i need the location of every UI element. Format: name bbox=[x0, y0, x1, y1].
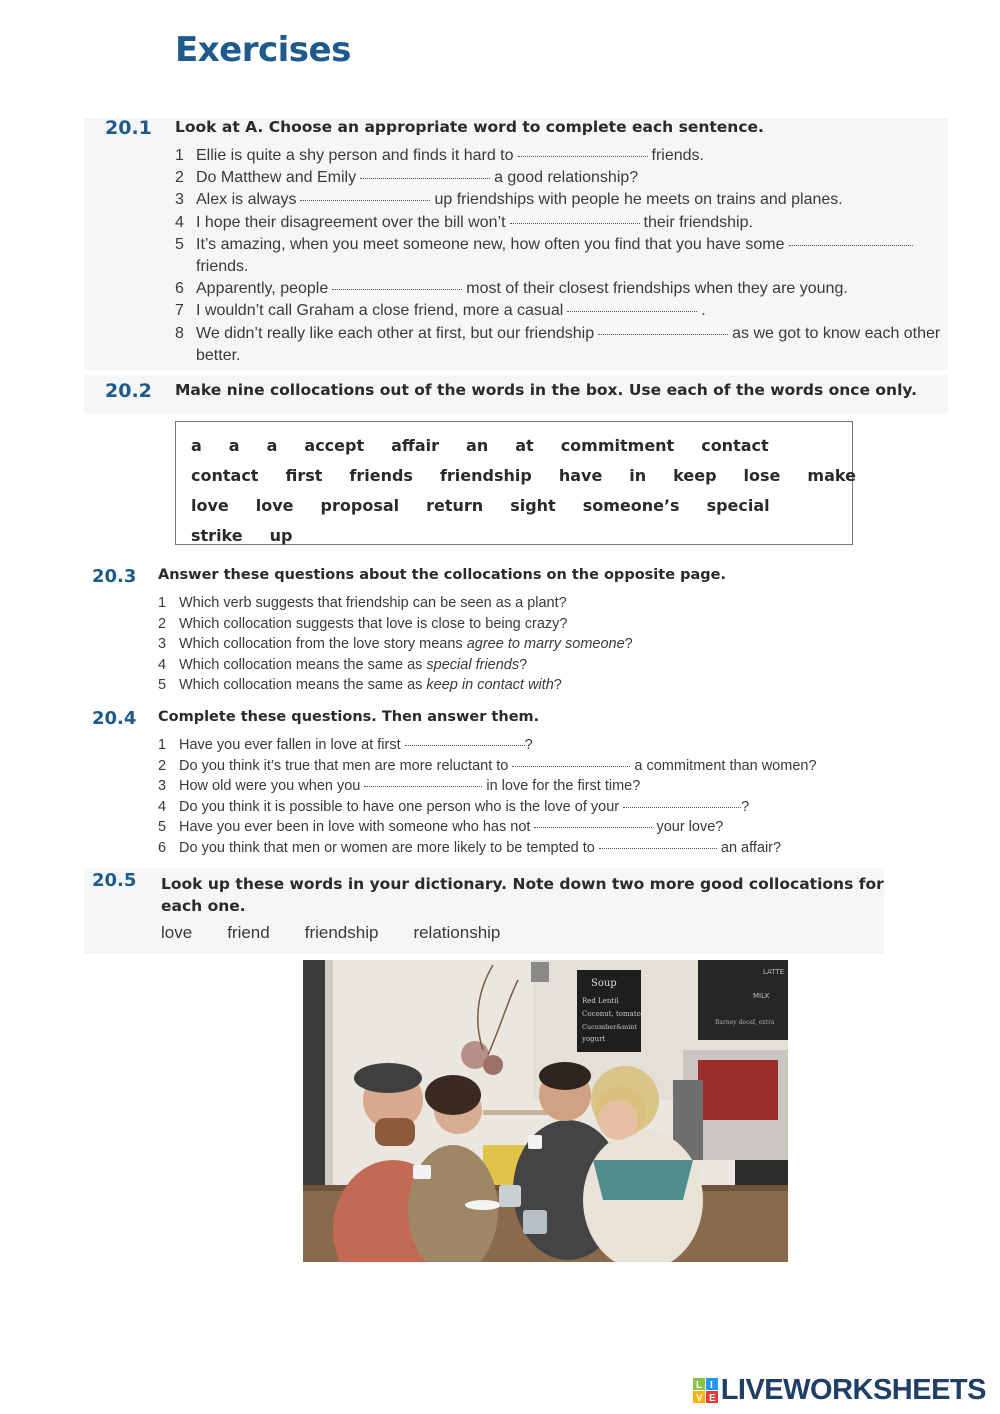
list-item: 8 We didn’t really like each other at first, but our friendship as we got to know each other better. bbox=[175, 324, 941, 364]
box-word: lose bbox=[743, 465, 781, 485]
answer-blank[interactable] bbox=[599, 847, 717, 849]
answer-blank[interactable] bbox=[510, 222, 640, 224]
svg-text:L: L bbox=[695, 1379, 702, 1391]
exercise-20-3-list bbox=[158, 593, 918, 696]
exercise-instruction: Look up these words in your dictionary. Note down two more good collocations for each one. bbox=[161, 875, 884, 915]
box-word: love bbox=[191, 495, 229, 515]
box-word: at bbox=[515, 435, 534, 455]
box-word: a bbox=[266, 435, 278, 455]
box-word: affair bbox=[391, 435, 440, 455]
list-item: 4 I hope their disagreement over the bill won’t their friendship. bbox=[175, 213, 753, 231]
box-word: sight bbox=[510, 495, 556, 515]
box-word: friendship bbox=[439, 465, 532, 485]
exercise-number: 20.5 bbox=[92, 870, 137, 891]
answer-blank[interactable] bbox=[789, 244, 913, 246]
exercise-instruction: Complete these questions. Then answer them. bbox=[158, 709, 540, 725]
list-item: 5 It’s amazing, when you meet someone new, how often you find that you have some friends. bbox=[175, 234, 950, 278]
exercise-number: 20.1 bbox=[105, 117, 152, 139]
svg-text:V: V bbox=[695, 1392, 703, 1404]
exercise-instruction: Answer these questions about the collocations on the opposite page. bbox=[158, 567, 726, 583]
list-item: 3 Alex is always up friendships with people he meets on trains and planes. bbox=[175, 191, 843, 209]
dictionary-word: love bbox=[161, 923, 193, 942]
answer-blank[interactable] bbox=[534, 826, 652, 828]
answer-blank[interactable] bbox=[512, 765, 630, 767]
list-item: 6 Apparently, people most of their closest friendships when they are young. bbox=[175, 280, 848, 298]
box-word: have bbox=[558, 465, 603, 485]
liveworksheets-logo bbox=[693, 1374, 986, 1407]
box-word: first bbox=[285, 465, 323, 485]
word-row bbox=[191, 460, 856, 490]
box-word: an bbox=[466, 435, 489, 455]
exercise-number: 20.4 bbox=[92, 708, 137, 729]
answer-blank[interactable] bbox=[360, 177, 490, 179]
box-word: strike bbox=[191, 525, 243, 545]
list-item: 5 Which collocation means the same as keep in contact with? bbox=[158, 677, 562, 693]
answer-blank[interactable] bbox=[518, 155, 648, 157]
box-word: proposal bbox=[320, 495, 400, 515]
list-item: 1 Which verb suggests that friendship can be seen as a plant? bbox=[158, 595, 567, 611]
dictionary-word: relationship bbox=[413, 923, 501, 942]
dictionary-word-list bbox=[161, 923, 535, 943]
page-title: Exercises bbox=[175, 30, 351, 70]
liveworksheets-logo-icon bbox=[693, 1378, 719, 1404]
list-item: 3 Which collocation from the love story means agree to marry someone? bbox=[158, 636, 633, 652]
answer-blank[interactable] bbox=[332, 288, 462, 290]
word-row bbox=[191, 520, 852, 550]
exercise-20-4-list bbox=[158, 735, 938, 858]
dictionary-word: friend bbox=[227, 923, 270, 942]
list-item: 1 Ellie is quite a shy person and finds it hard to friends. bbox=[175, 147, 704, 164]
answer-blank[interactable] bbox=[598, 333, 728, 335]
list-item: 2 Do you think it’s true that men are more reluctant to a commitment than women? bbox=[158, 757, 817, 774]
board-line: Barney decaf, extra bbox=[715, 1019, 775, 1026]
list-item: 4 Do you think it is possible to have one person who is the love of your ? bbox=[158, 798, 750, 815]
answer-blank[interactable] bbox=[405, 744, 525, 746]
list-item: 6 Do you think that men or women are more likely to be tempted to an affair? bbox=[158, 839, 782, 856]
box-word: return bbox=[426, 495, 484, 515]
logo-text: LIVEWORKSHEETS bbox=[720, 1374, 986, 1406]
exercise-20-1-list bbox=[175, 145, 950, 367]
menu-line: Cucumber&mint bbox=[582, 1023, 638, 1031]
menu-line: yogurt bbox=[582, 1035, 606, 1043]
word-row bbox=[191, 490, 852, 520]
box-word: a bbox=[228, 435, 240, 455]
board-line: MILK bbox=[753, 992, 770, 1000]
list-item: 1 Have you ever fallen in love at first ? bbox=[158, 737, 533, 753]
box-word: special bbox=[706, 495, 770, 515]
list-item: 4 Which collocation means the same as special friends? bbox=[158, 656, 528, 673]
exercise-number: 20.3 bbox=[92, 566, 137, 587]
board-line: LATTE bbox=[763, 968, 785, 976]
box-word: make bbox=[807, 465, 856, 485]
box-word: commitment bbox=[560, 435, 675, 455]
cafe-friends-photo bbox=[303, 960, 788, 1262]
box-word: someone’s bbox=[582, 495, 680, 515]
exercise-number: 20.2 bbox=[105, 380, 152, 402]
box-word: accept bbox=[304, 435, 365, 455]
word-box bbox=[175, 421, 856, 545]
answer-blank[interactable] bbox=[623, 806, 741, 808]
box-word: up bbox=[269, 525, 293, 545]
box-word: keep bbox=[673, 465, 717, 485]
box-word: a bbox=[191, 435, 202, 455]
box-word: friends bbox=[349, 465, 413, 485]
menu-line: Coconut, tomato bbox=[582, 1010, 641, 1018]
menu-line: Soup bbox=[591, 978, 617, 989]
svg-text:E: E bbox=[708, 1392, 716, 1404]
dictionary-word: friendship bbox=[304, 923, 379, 942]
svg-text:I: I bbox=[709, 1379, 713, 1391]
box-word: love bbox=[255, 495, 294, 515]
list-item: 2 Do Matthew and Emily a good relationship? bbox=[175, 169, 639, 187]
menu-line: Red Lentil bbox=[582, 997, 619, 1005]
answer-blank[interactable] bbox=[364, 785, 482, 787]
answer-blank[interactable] bbox=[300, 199, 430, 201]
list-item: 7 I wouldn’t call Graham a close friend, more a casual . bbox=[175, 302, 706, 320]
cafe-scene-illustration bbox=[303, 960, 788, 1262]
word-row bbox=[191, 430, 852, 460]
list-item: 3 How old were you when you in love for the first time? bbox=[158, 778, 641, 794]
list-item: 5 Have you ever been in love with someone who has not your love? bbox=[158, 819, 724, 835]
exercise-instruction: Make nine collocations out of the words in the box. Use each of the words once only. bbox=[175, 381, 917, 399]
list-item: 2 Which collocation suggests that love is close to being crazy? bbox=[158, 615, 568, 632]
answer-blank[interactable] bbox=[567, 310, 697, 312]
box-word: contact bbox=[701, 435, 769, 455]
box-word: contact bbox=[191, 465, 259, 485]
box-word: in bbox=[629, 465, 647, 485]
exercise-instruction: Look at A. Choose an appropriate word to complete each sentence. bbox=[175, 118, 764, 136]
